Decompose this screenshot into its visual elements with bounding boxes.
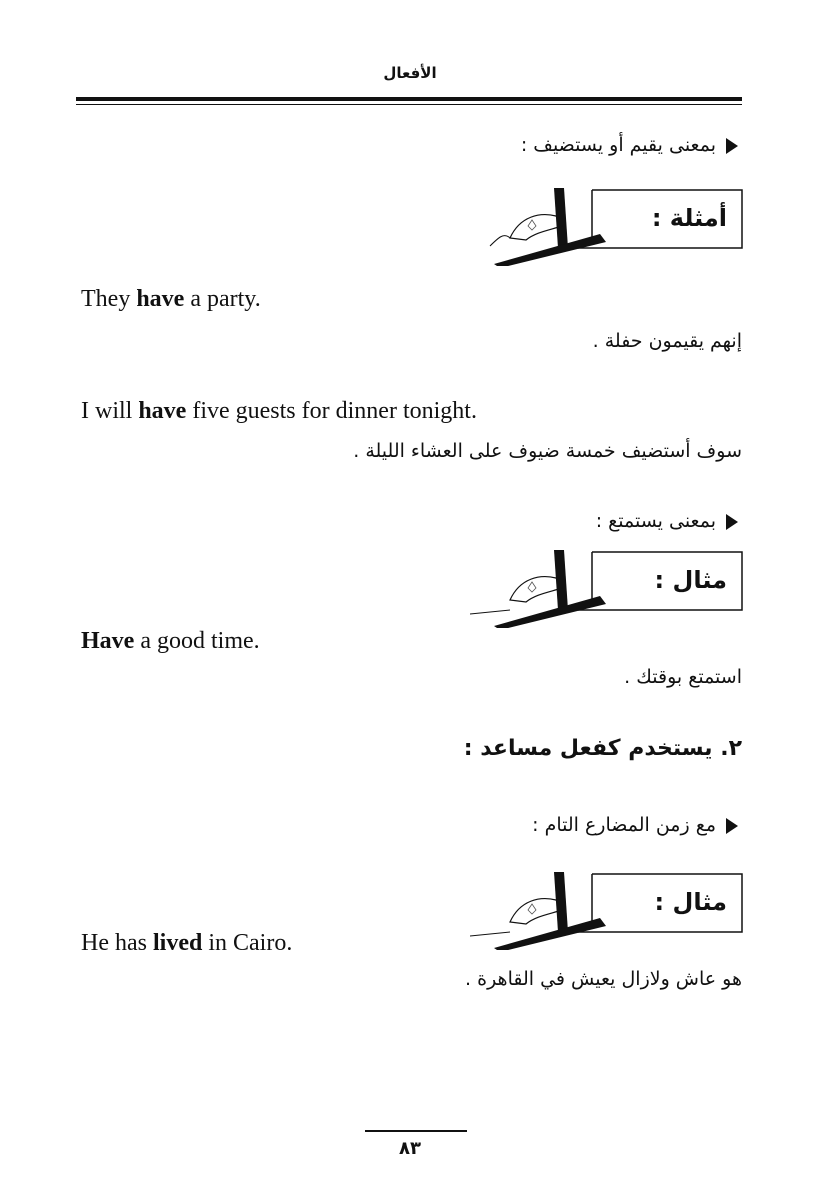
example-en-1: They have a party. [81, 286, 261, 312]
example-ar-3: استمتع بوقتك . [624, 666, 742, 688]
triangle-bullet-icon [726, 514, 738, 530]
header-rule-thick [76, 97, 742, 101]
triangle-bullet-icon [726, 818, 738, 834]
example-label: مثال : [654, 566, 727, 594]
example-label-box [470, 870, 745, 950]
example-label: مثال : [654, 888, 727, 916]
running-title: الأفعال [383, 64, 437, 82]
bullet-meaning-host: بمعنى يقيم أو يستضيف : [521, 134, 738, 156]
example-en-3: Have a good time. [81, 628, 260, 654]
example-label-box [470, 548, 745, 628]
examples-label-box [470, 186, 745, 266]
section-heading-auxiliary: ٢. يستخدم كفعل مساعد : [463, 736, 742, 761]
example-en-2: I will have five guests for dinner tonight. [81, 398, 477, 424]
triangle-bullet-icon [726, 138, 738, 154]
bullet-present-perfect: مع زمن المضارع التام : [532, 814, 738, 836]
header-rule-thin [76, 104, 742, 105]
example-en-4: He has lived in Cairo. [81, 930, 293, 956]
footer-rule [365, 1130, 467, 1132]
example-ar-2: سوف أستضيف خمسة ضيوف على العشاء الليلة . [353, 440, 742, 462]
page-number: ٨٣ [399, 1138, 421, 1159]
bullet-meaning-enjoy: بمعنى يستمتع : [596, 510, 738, 532]
example-ar-1: إنهم يقيمون حفلة . [592, 330, 742, 352]
example-ar-4: هو عاش ولازال يعيش في القاهرة . [465, 968, 742, 990]
examples-label: أمثلة : [651, 204, 727, 232]
